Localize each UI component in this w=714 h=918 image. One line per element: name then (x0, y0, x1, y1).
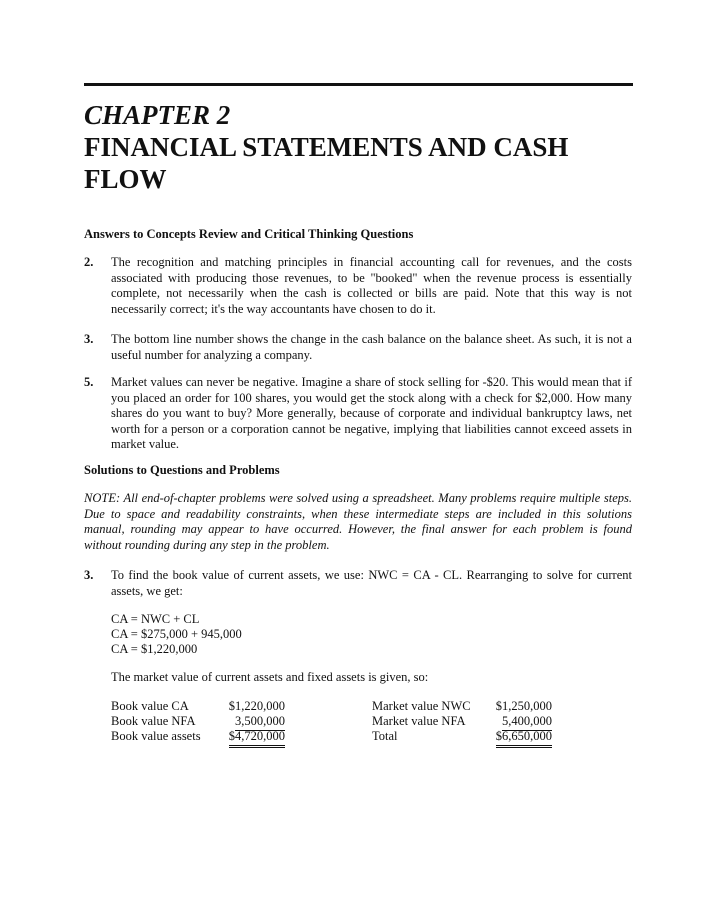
row-value: $4,720,000 (229, 729, 285, 748)
row-value: $1,220,000 (228, 699, 285, 713)
row-label: Market value NFA (372, 714, 466, 728)
solutions-note: NOTE: All end-of-chapter problems were solved using a spreadsheet. Many problems require multiple steps. Due to space and readability constraints, when these intermediate steps are included in this solutions manual, rounding may appear to have occurred. However, the final answer for each problem is found without rounding during any step in the problem. (84, 491, 632, 552)
table-row (111, 714, 285, 729)
row-label: Total (372, 729, 398, 743)
item-number: 5. (84, 375, 94, 389)
problem-number: 3. (84, 568, 94, 582)
concept-item-3 (84, 332, 632, 363)
equation-line: CA = $275,000 + 945,000 (111, 627, 242, 641)
item-text: The bottom line number shows the change in the cash balance on the balance sheet. As such, it is not a useful number for analyzing a company. (111, 332, 632, 362)
item-text: The recognition and matching principles in financial accounting call for revenues, and the costs associated with producing those revenues, to be "booked" when the revenue process is essentially complete, not necessarily when the cash is collected or bills are paid. Note that this way is not necessarily correct; it's the way accountants have chosen to do it. (111, 255, 632, 316)
book-value-table (111, 699, 285, 744)
row-value: $6,650,000 (496, 729, 552, 748)
row-value: 5,400,000 (502, 714, 552, 731)
table-row (111, 699, 285, 714)
row-value: $1,250,000 (495, 699, 552, 713)
solutions-heading: Solutions to Questions and Problems (84, 463, 280, 477)
problem-3 (84, 568, 632, 599)
market-value-table (372, 699, 552, 744)
chapter-title: FINANCIAL STATEMENTS AND CASH FLOW (84, 132, 569, 194)
chapter-number: CHAPTER 2 (84, 100, 231, 130)
followup-text: The market value of current assets and fixed assets is given, so: (111, 670, 429, 684)
row-label: Book value NFA (111, 714, 196, 728)
concept-item-2 (84, 255, 632, 317)
concepts-heading: Answers to Concepts Review and Critical Thinking Questions (84, 227, 414, 241)
row-value: 3,500,000 (235, 714, 285, 731)
top-rule (84, 83, 633, 86)
table-row (372, 729, 552, 744)
problem-text: To find the book value of current assets, we use: NWC = CA - CL. Rearranging to solve for current assets, we get: (111, 568, 632, 598)
equation-line: CA = NWC + CL (111, 612, 200, 626)
row-label: Book value CA (111, 699, 189, 713)
row-label: Market value NWC (372, 699, 471, 713)
table-row (111, 729, 285, 744)
equation-line: CA = $1,220,000 (111, 642, 198, 656)
concept-item-5 (84, 375, 632, 453)
item-number: 2. (84, 255, 94, 269)
table-row (372, 714, 552, 729)
table-row (372, 699, 552, 714)
item-number: 3. (84, 332, 94, 346)
item-text: Market values can never be negative. Imagine a share of stock selling for -$20. This would mean that if you placed an order for 100 shares, you would get the stock along with a check for $2,000. How many shares do you want to buy? More generally, because of corporate and individual bankruptcy laws, net worth for a person or a corporation cannot be negative, implying that liabilities cannot exceed assets in market value. (111, 375, 632, 452)
row-label: Book value assets (111, 729, 201, 743)
